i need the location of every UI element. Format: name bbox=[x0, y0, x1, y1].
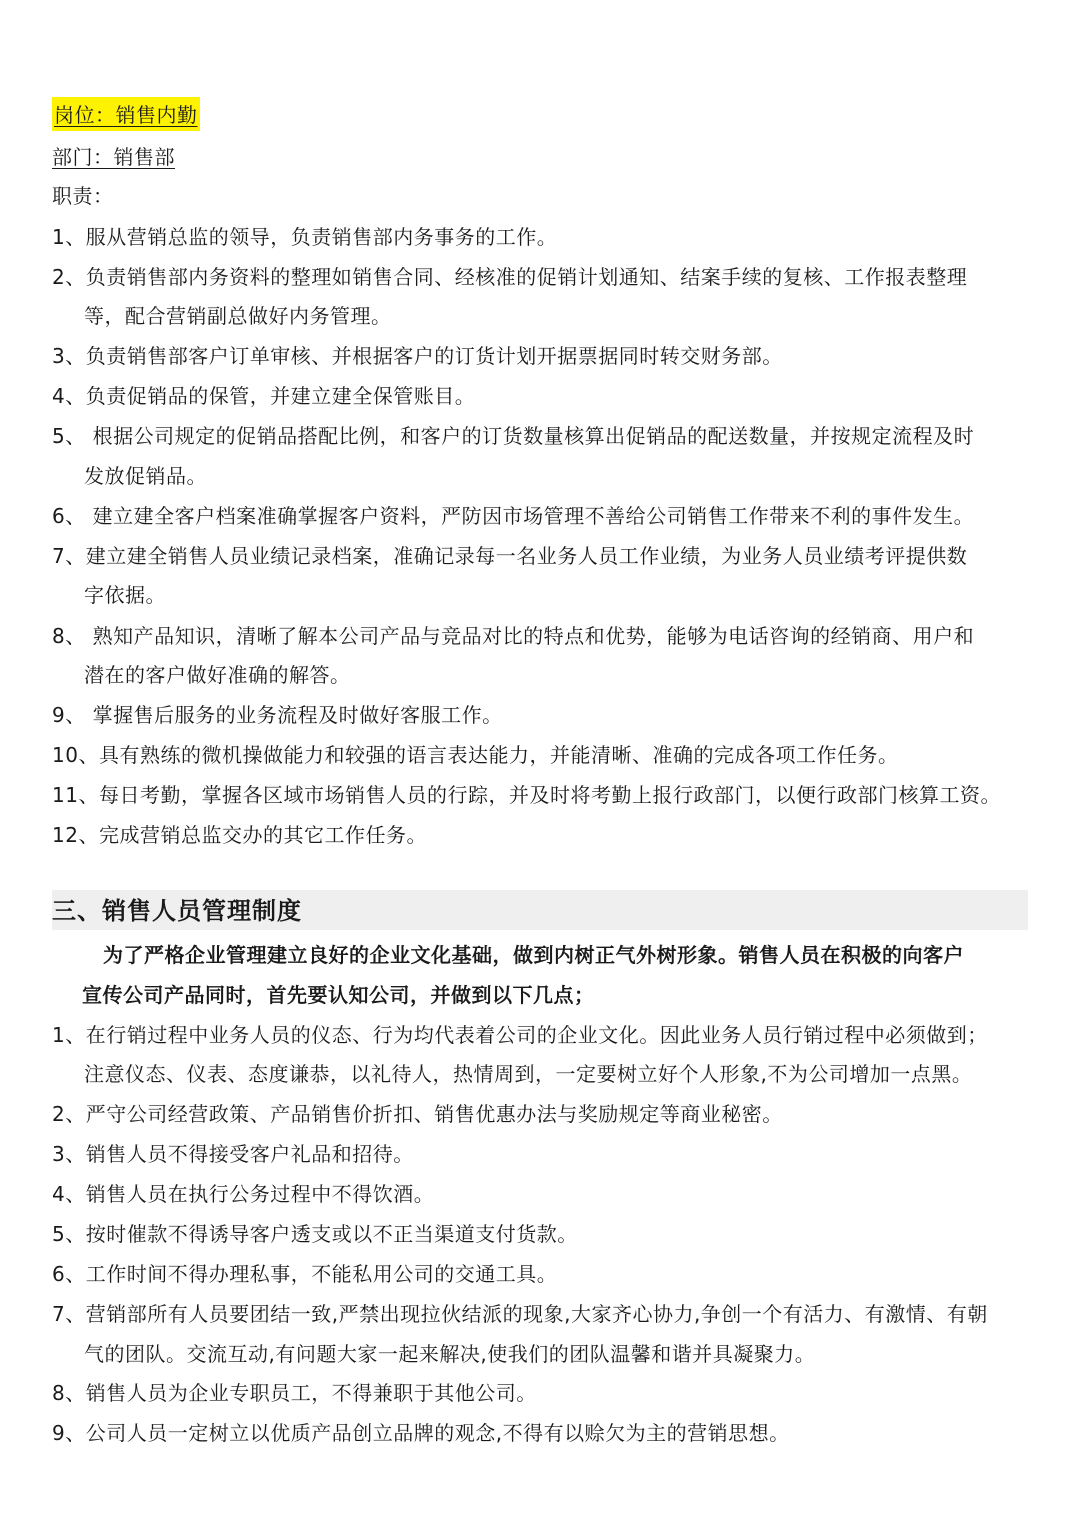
rule-item bbox=[52, 1219, 578, 1249]
rule-text: 按时催款不得诱导客户透支或以不正当渠道支付货款。 bbox=[85, 1222, 578, 1246]
duty-item bbox=[52, 501, 974, 531]
duty-number: 3、 bbox=[52, 344, 86, 368]
duty-text: 建立建全客户档案准确掌握客户资料，严防因市场管理不善给公司销售工作带来不利的事件发生。 bbox=[85, 504, 975, 528]
rule-item bbox=[52, 1299, 988, 1329]
section-intro-continued: 宣传公司产品同时，首先要认知公司，并做到以下几点； bbox=[82, 983, 595, 1007]
rule-item bbox=[52, 1099, 783, 1129]
rule-text: 销售人员不得接受客户礼品和招待。 bbox=[85, 1142, 414, 1166]
duty-text: 熟知产品知识，清晰了解本公司产品与竞品对比的特点和优势，能够为电话咨询的经销商、用户和 bbox=[85, 624, 975, 648]
duty-number: 9、 bbox=[52, 703, 86, 727]
section-title: 三、销售人员管理制度 bbox=[52, 897, 302, 925]
duty-item bbox=[52, 381, 475, 411]
duty-number: 8、 bbox=[52, 624, 86, 648]
duty-item bbox=[52, 700, 503, 730]
rule-text: 销售人员为企业专职员工，不得兼职于其他公司。 bbox=[85, 1381, 537, 1405]
duty-number: 1、 bbox=[52, 225, 86, 249]
duty-number: 6、 bbox=[52, 504, 86, 528]
duty-item bbox=[52, 341, 783, 371]
rule-number: 6、 bbox=[52, 1262, 86, 1286]
duty-text: 每日考勤，掌握各区域市场销售人员的行踪，并及时将考勤上报行政部门，以便行政部门核算工资。 bbox=[98, 783, 1001, 807]
duty-number: 11、 bbox=[52, 783, 99, 807]
duty-item bbox=[52, 222, 557, 252]
rule-number: 2、 bbox=[52, 1102, 86, 1126]
rule-number: 1、 bbox=[52, 1023, 86, 1047]
duty-item bbox=[52, 621, 974, 651]
duty-text-continued: 等，配合营销副总做好内务管理。 bbox=[84, 304, 392, 328]
duty-text: 负责促销品的保管，并建立建全保管账目。 bbox=[85, 384, 476, 408]
duty-item bbox=[52, 820, 427, 850]
rule-number: 8、 bbox=[52, 1381, 86, 1405]
rule-item bbox=[52, 1259, 557, 1289]
duty-text: 建立建全销售人员业绩记录档案，准确记录每一名业务人员工作业绩，为业务人员业绩考评提供数 bbox=[85, 544, 968, 568]
duty-number: 5、 bbox=[52, 424, 86, 448]
rule-number: 4、 bbox=[52, 1182, 86, 1206]
rule-item bbox=[52, 1139, 414, 1169]
duty-text: 具有熟练的微机操做能力和较强的语言表达能力，并能清晰、准确的完成各项工作任务。 bbox=[98, 743, 899, 767]
section-intro: 为了严格企业管理建立良好的企业文化基础，做到内树正气外树形象。销售人员在积极的向客户 bbox=[103, 943, 964, 967]
rule-number: 7、 bbox=[52, 1302, 86, 1326]
duty-item bbox=[52, 740, 898, 770]
duty-text-continued: 潜在的客户做好准确的解答。 bbox=[84, 663, 351, 687]
duty-text: 服从营销总监的领导，负责销售部内务事务的工作。 bbox=[85, 225, 558, 249]
rule-text-continued: 注意仪态、仪表、态度谦恭，以礼待人，热情周到，一定要树立好个人形象,不为公司增加一点黑。 bbox=[84, 1062, 973, 1086]
duty-text-continued: 发放促销品。 bbox=[84, 464, 207, 488]
dept-label: 部门：销售部 bbox=[52, 145, 175, 169]
duty-text-continued: 字依据。 bbox=[84, 583, 166, 607]
duty-number: 4、 bbox=[52, 384, 86, 408]
rule-text: 销售人员在执行公务过程中不得饮酒。 bbox=[85, 1182, 435, 1206]
rule-text: 工作时间不得办理私事，不能私用公司的交通工具。 bbox=[85, 1262, 558, 1286]
duty-item bbox=[52, 262, 967, 292]
rule-item bbox=[52, 1418, 790, 1448]
rule-text: 公司人员一定树立以优质产品创立品牌的观念,不得有以赊欠为主的营销思想。 bbox=[85, 1421, 790, 1445]
duty-number: 12、 bbox=[52, 823, 99, 847]
rule-number: 5、 bbox=[52, 1222, 86, 1246]
duties-label: 职责： bbox=[52, 184, 114, 208]
duty-item bbox=[52, 421, 974, 451]
duty-text: 根据公司规定的促销品搭配比例，和客户的订货数量核算出促销品的配送数量，并按规定流程及时 bbox=[85, 424, 975, 448]
duty-item bbox=[52, 780, 1001, 810]
duty-item bbox=[52, 541, 967, 571]
rule-text: 营销部所有人员要团结一致,严禁出现拉伙结派的现象,大家齐心协力,争创一个有活力、有激情、有朝 bbox=[85, 1302, 988, 1326]
position-label bbox=[52, 100, 200, 130]
duty-text: 掌握售后服务的业务流程及时做好客服工作。 bbox=[85, 703, 503, 727]
duty-number: 10、 bbox=[52, 743, 99, 767]
rule-text: 严守公司经营政策、产品销售价折扣、销售优惠办法与奖励规定等商业秘密。 bbox=[85, 1102, 783, 1126]
rule-text-continued: 气的团队。交流互动,有问题大家一起来解决,使我们的团队温馨和谐并具凝聚力。 bbox=[84, 1342, 816, 1366]
rule-number: 9、 bbox=[52, 1421, 86, 1445]
duty-text: 完成营销总监交办的其它工作任务。 bbox=[98, 823, 427, 847]
rule-item bbox=[52, 1378, 537, 1408]
rule-text: 在行销过程中业务人员的仪态、行为均代表着公司的企业文化。因此业务人员行销过程中必须做到； bbox=[85, 1023, 988, 1047]
rule-number: 3、 bbox=[52, 1142, 86, 1166]
rule-item bbox=[52, 1020, 988, 1050]
rule-item bbox=[52, 1179, 434, 1209]
position-label-text: 岗位：销售内勤 bbox=[52, 97, 200, 131]
duty-text: 负责销售部内务资料的整理如销售合同、经核准的促销计划通知、结案手续的复核、工作报表整理 bbox=[85, 265, 968, 289]
duty-number: 2、 bbox=[52, 265, 86, 289]
duty-number: 7、 bbox=[52, 544, 86, 568]
duty-text: 负责销售部客户订单审核、并根据客户的订货计划开据票据同时转交财务部。 bbox=[85, 344, 783, 368]
